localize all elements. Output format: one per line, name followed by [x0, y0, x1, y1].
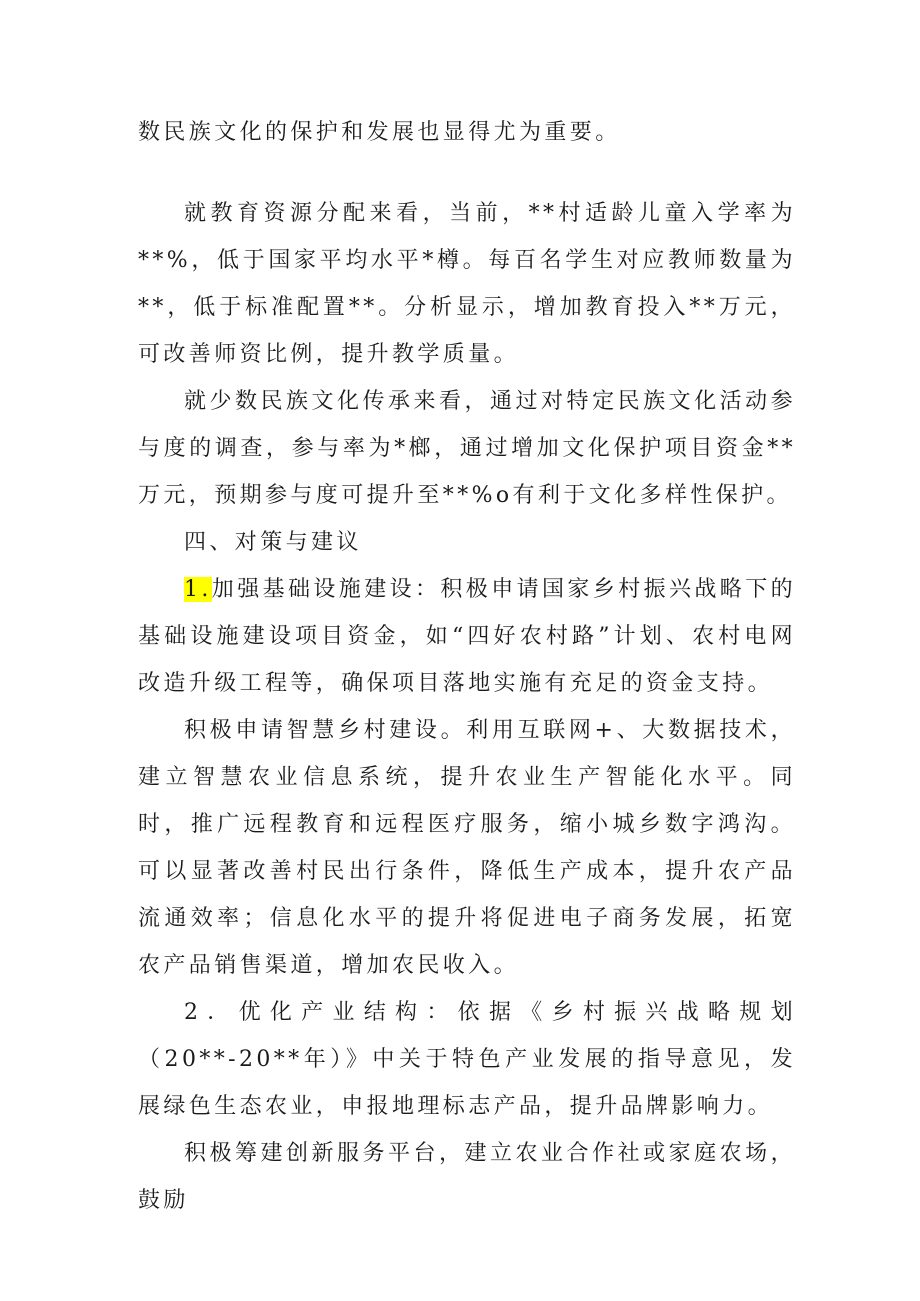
- paragraph-infrastructure: [138, 566, 796, 707]
- paragraph-platform: 积极筹建创新服务平台，建立农业合作社或家庭农场，鼓励: [138, 1141, 796, 1213]
- document-body: [138, 109, 796, 1224]
- highlighted-list-number: 1.: [184, 577, 212, 602]
- paragraph-smart-village: 积极申请智慧乡村建设。利用互联网+、大数据技术，建立智慧农业信息系统，提升农业生产智能化水平。同时，推广远程教育和远程医疗服务，缩小城乡数字鸿沟。可以显著改善村民出行条件，降低生产成本，提升农产品流通效率；信息化水平的提升将促进电子商务发展，拓宽农产品销售渠道，增加农民收入。: [138, 718, 796, 978]
- paragraph-education: 就教育资源分配来看，当前，**村适龄儿童入学率为**%，低于国家平均水平*樽。每百名学生对应教师数量为**，低于标准配置**。分析显示，增加教育投入**万元，可改善师资比例，提升教学质量。: [138, 201, 796, 367]
- paragraph-industry: 2．优化产业结构：依据《乡村振兴战略规划（20**-20**年）》中关于特色产业发展的指导意见，发展绿色生态农业，申报地理标志产品，提升品牌影响力。: [138, 1000, 796, 1119]
- paragraph-culture: 就少数民族文化传承来看，通过对特定民族文化活动参与度的调查，参与率为*榔，通过增加文化保护项目资金**万元，预期参与度可提升至**%o有利于文化多样性保护。: [138, 389, 796, 508]
- paragraph-infrastructure-text: 加强基础设施建设：积极申请国家乡村振兴战略下的基础设施建设项目资金，如“四好农村路”计划、农村电网改造升级工程等，确保项目落地实施有充足的资金支持。: [138, 577, 796, 696]
- section-heading: 四、对策与建议: [184, 530, 362, 555]
- paragraph-continuation: 数民族文化的保护和发展也显得尤为重要。: [138, 120, 621, 145]
